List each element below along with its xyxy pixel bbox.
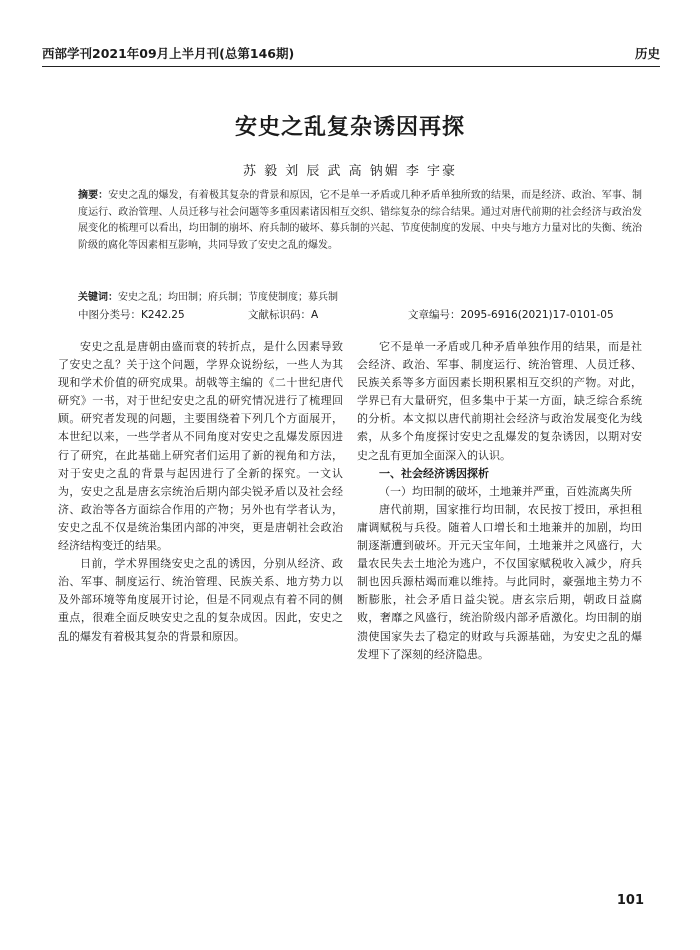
body-paragraph: 它不是单一矛盾或几种矛盾单独作用的结果，而是社会经济、政治、军事、制度运行、统治管理、人员迁移、民族关系等多方面因素长期积累相互交织的产物。对此，学界已有大量研究，但多集中于某一方面，缺乏综合系统的分析。本文拟以唐代前期社会经济与政治发展变化为线索，从多个角度探讨安史之乱爆发的复杂诱因，以期对安史之乱有更加全面深入的认识。 bbox=[357, 340, 642, 462]
header-divider bbox=[42, 66, 660, 67]
article-title: 安史之乱复杂诱因再探 bbox=[234, 115, 465, 140]
body-paragraph: 日前，学术界围绕安史之乱的诱因，分别从经济、政治、军事、制度运行、统治管理、民族关系、地方势力以及外部环境等角度展开讨论，但是不同观点有着不同的侧重点，很难全面反映安史之乱的复杂成因。因此，安史之乱的爆发有着极其复杂的背景和原因。 bbox=[58, 557, 343, 643]
abstract-text: 安史之乱的爆发，有着极其复杂的背景和原因，它不是单一矛盾或几种矛盾单独所致的结果，而是经济、政治、军事、制度运行、政治管理、人员迁移与社会问题等多重因素诸因相互交织、错综复杂的综合结果。通过对唐代前期的社会经济与政治发展变化的梳理可以看出，均田制的崩坏、府兵制的破坏、募兵制的兴起、节度使制度的发展、中央与地方力量对比的失衡、统治阶级的腐化等因素相互影响，共同导致了安史之乱的爆发。 bbox=[78, 190, 642, 251]
page-number: 101 bbox=[616, 893, 644, 908]
keywords bbox=[78, 290, 642, 306]
body-right-column bbox=[357, 338, 642, 664]
subsection-heading: （一）均田制的破坏，土地兼并严重，百姓流离失所 bbox=[379, 484, 632, 498]
section-heading: 一、社会经济诱因探析 bbox=[379, 466, 489, 480]
body-paragraph: 唐代前期，国家推行均田制，农民按丁授田，承担租庸调赋税与兵役。随着人口增长和土地兼并的加剧，均田制逐渐遭到破坏。开元天宝年间，土地兼并之风盛行，大量农民失去土地沦为逃户，不仅国家赋税收入减少，府兵制也因兵源枯竭而难以维持。与此同时，豪强地主势力不断膨胀，社会矛盾日益尖锐。唐玄宗后期，朝政日益腐败，奢靡之风盛行，统治阶级内部矛盾激化。均田制的崩溃使国家失去了稳定的财政与兵源基础，为安史之乱的爆发埋下了深刻的经济隐患。 bbox=[357, 502, 642, 661]
body-left-column bbox=[58, 338, 343, 646]
journal-info: 西部学刊2021年09月上半月刊(总第146期) bbox=[42, 46, 295, 61]
clc-number: 中图分类号：K242.25 bbox=[78, 309, 185, 321]
abstract-label: 摘要： bbox=[78, 190, 109, 201]
section-name: 历史 bbox=[634, 46, 660, 61]
abstract bbox=[78, 188, 642, 254]
keywords-label: 关键词： bbox=[78, 292, 118, 303]
running-header bbox=[42, 44, 660, 66]
keywords-text: 安史之乱；均田制；府兵制；节度使制度；募兵制 bbox=[118, 292, 338, 303]
article-authors: 苏 毅 刘 辰 武 高 钠媚 李 宇豪 bbox=[242, 164, 458, 179]
body-paragraph: 安史之乱是唐朝由盛而衰的转折点，是什么因素导致了安史之乱？关于这个问题，学界众说纷纭，一些人为其现和学术价值的研究成果。胡戟等主编的《二十世纪唐代研究》一书，对于世纪安史之乱的研究情况进行了梳理回顾。研究者发现的问题，主要围绕着下列几个方面展开，本世纪以来，一些学者从不同角度对安史之乱爆发原因进行了研究，在此基础上研究者们运用了新的视角和方法，对于安史之乱的背景与起因进行了全新的探究。一文认为，安史之乱是唐玄宗统治后期内部尖锐矛盾以及社会经济、政治等各方面综合作用的产物；另外也有学者认为，安史之乱不仅是统治集团内部的冲突，更是唐朝社会政治经济结构变迁的结果。 bbox=[58, 340, 343, 553]
article-number: 文章编号：2095-6916(2021)17-0101-05 bbox=[408, 309, 614, 321]
document-code: 文献标识码：A bbox=[248, 309, 319, 321]
